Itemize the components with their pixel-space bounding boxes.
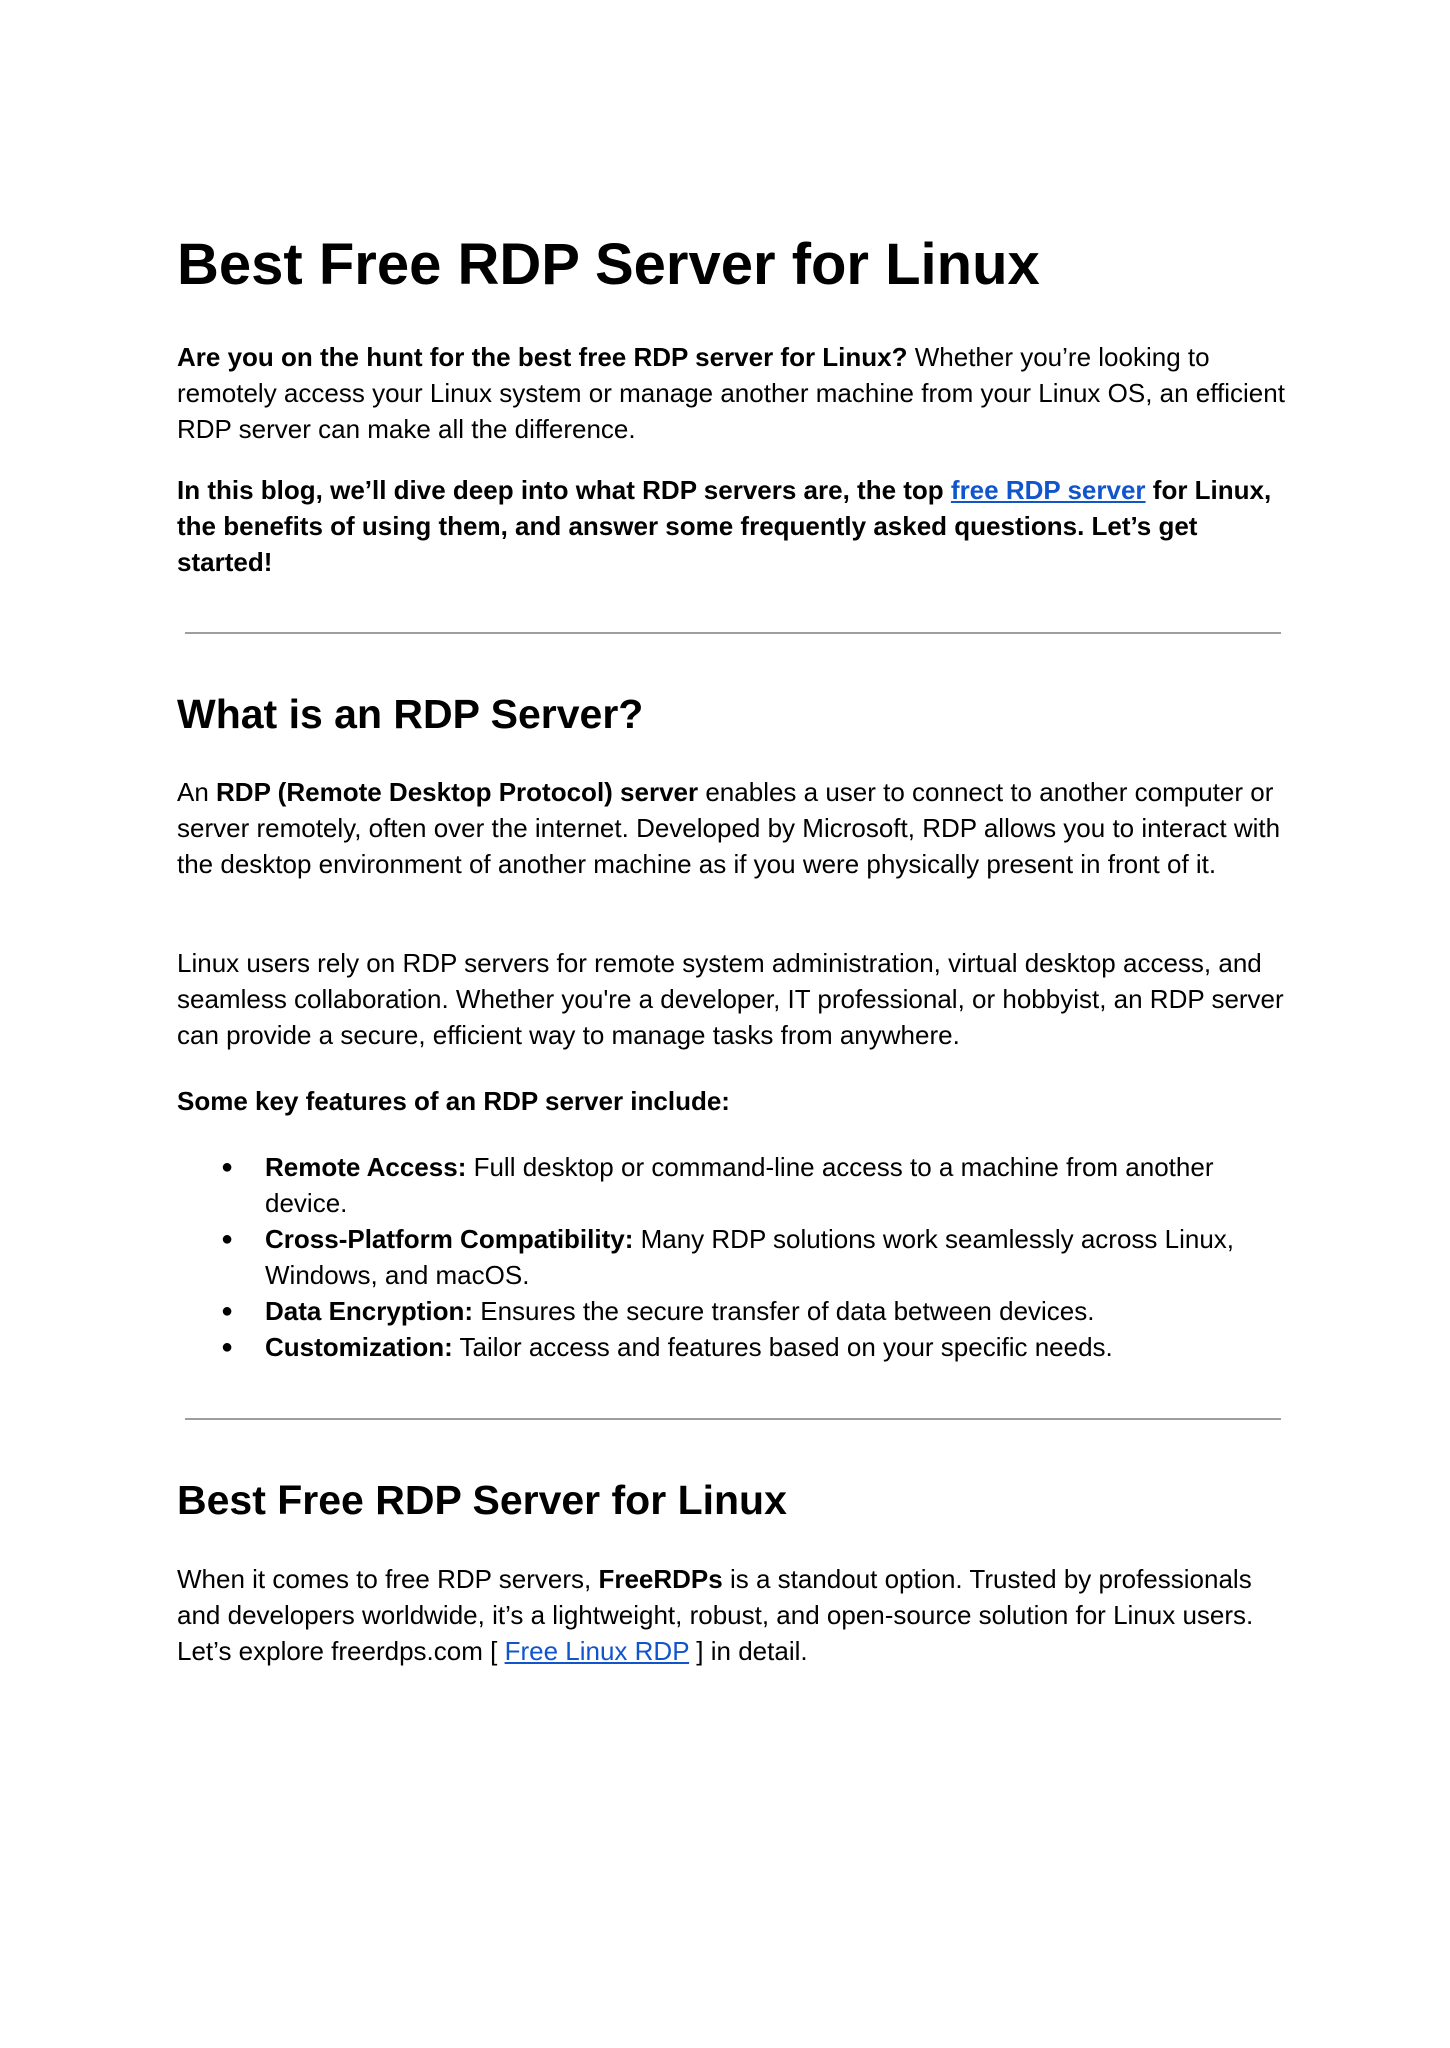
rdp-definition-paragraph — [177, 774, 1287, 882]
list-item — [177, 1329, 1287, 1365]
feature-label: Customization: — [265, 1332, 453, 1362]
intro-lead-bold: Are you on the hunt for the best free RDP server for Linux? — [177, 342, 908, 372]
freerdps-text-start: When it comes to free RDP servers, — [177, 1564, 599, 1594]
list-item — [177, 1293, 1287, 1329]
feature-label: Remote Access: — [265, 1152, 467, 1182]
list-item — [177, 1221, 1287, 1293]
section-heading-best-free-rdp: Best Free RDP Server for Linux — [177, 1477, 787, 1523]
linux-usage-paragraph: Linux users rely on RDP servers for remote system administration, virtual desktop access, and seamless collaboration. Whether you're a developer, IT professional, or hobbyist, an RDP server can provide a secure, efficient way to manage tasks from anywhere. — [177, 948, 1284, 1050]
rdp-definition-text-start: An — [177, 777, 217, 807]
blog-overview-text-start: In this blog, we’ll dive deep into what RDP servers are, the top — [177, 475, 951, 505]
feature-text: Tailor access and features based on your specific needs. — [452, 1332, 1113, 1362]
section-heading-what-is-rdp: What is an RDP Server? — [177, 691, 644, 737]
page-title: Best Free RDP Server for Linux — [177, 232, 1040, 297]
feature-label: Cross-Platform Compatibility: — [265, 1224, 634, 1254]
intro-paragraph — [177, 339, 1287, 447]
bullet-icon: ● — [221, 1336, 234, 1358]
bullet-icon: ● — [221, 1228, 234, 1250]
features-list — [177, 1149, 1287, 1365]
section-divider — [185, 632, 1281, 634]
feature-label: Data Encryption: — [265, 1296, 474, 1326]
bullet-icon: ● — [221, 1156, 234, 1178]
bullet-icon: ● — [221, 1300, 234, 1322]
blog-overview-paragraph — [177, 472, 1287, 580]
blog-overview-text-end: for Linux, the benefits of using them, and answer some frequently asked questions. Let’s get started! — [177, 475, 1272, 577]
rdp-definition-text-end: enables a user to connect to another computer or server remotely, often over the internet. Developed by Microsoft, RDP allows you to interact with the desktop environment of another machine as if you were physically present in front of it. — [177, 777, 1281, 879]
intro-lead-text: Whether you’re looking to remotely access your Linux system or manage another machine from your Linux OS, an efficient RDP server can make all the difference. — [177, 342, 1285, 444]
free-rdp-server-link[interactable]: free RDP server — [950, 475, 1146, 505]
list-item — [177, 1149, 1287, 1221]
free-linux-rdp-link[interactable]: Free Linux RDP — [504, 1636, 690, 1666]
rdp-definition-bold: RDP (Remote Desktop Protocol) server — [216, 777, 699, 807]
features-heading: Some key features of an RDP server include: — [177, 1086, 730, 1116]
feature-text: Many RDP solutions work seamlessly across Linux, Windows, and macOS. — [265, 1224, 1235, 1290]
freerdps-text-mid: is a standout option. Trusted by professionals and developers worldwide, it’s a lightweight, robust, and open-source solution for Linux users. Let’s explore freerdps.com [ — [177, 1564, 1254, 1666]
feature-text: Ensures the secure transfer of data between devices. — [473, 1296, 1095, 1326]
freerdps-paragraph — [177, 1561, 1287, 1669]
section-divider — [185, 1418, 1281, 1420]
freerdps-text-end: ] in detail. — [689, 1636, 808, 1666]
feature-text: Full desktop or command-line access to a machine from another device. — [265, 1152, 1214, 1218]
freerdps-bold: FreeRDPs — [598, 1564, 723, 1594]
